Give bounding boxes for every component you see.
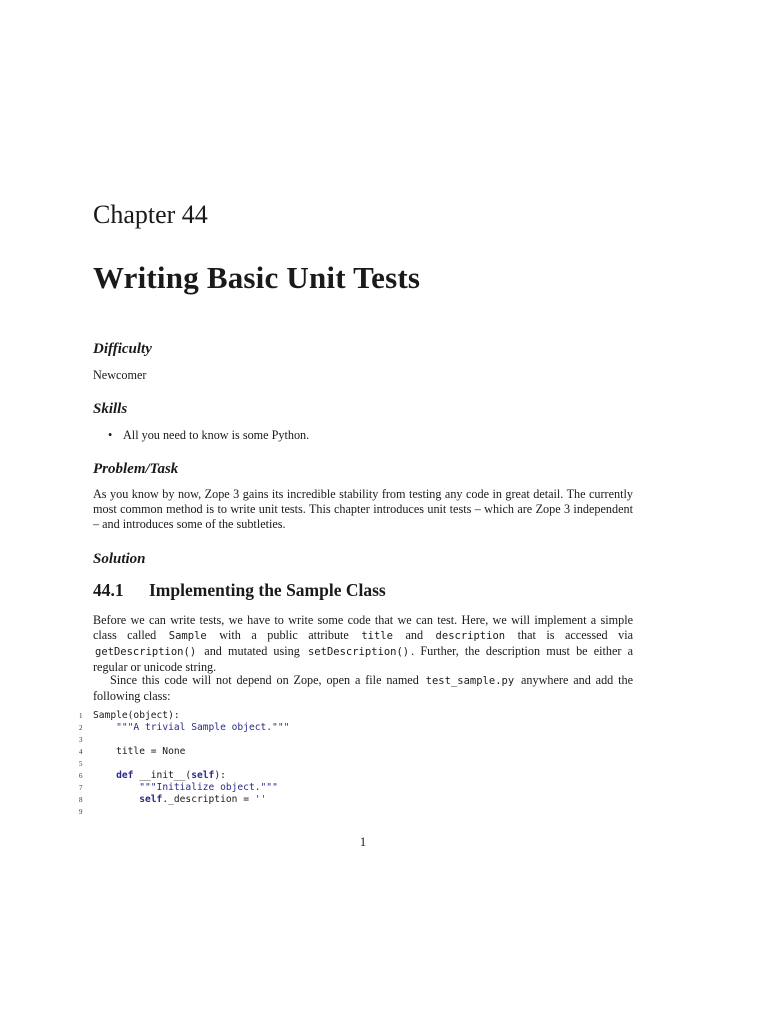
difficulty-heading: Difficulty xyxy=(93,341,152,357)
code-token: '' xyxy=(254,794,267,805)
inline-code: setDescription() xyxy=(307,646,410,658)
code-token: """Initialize object.""" xyxy=(139,782,278,793)
code-token xyxy=(93,770,116,781)
text-run: . Further, the description must be either a regular or unicode string. xyxy=(93,644,633,674)
code-token: title = None xyxy=(93,746,186,757)
code-line xyxy=(79,746,639,758)
problem-text: As you know by now, Zope 3 gains its incredible stability from testing any code in great detail. The currently most common method is to write unit tests. This chapter introduces unit tests – which are Zope 3 independent – and introduces some of the subtleties. xyxy=(93,487,633,531)
code-line xyxy=(79,770,639,782)
line-number: 1 xyxy=(79,712,83,720)
section-number: 44.1 xyxy=(93,580,124,600)
code-line xyxy=(79,710,639,722)
code-line xyxy=(79,806,639,818)
text-run: anywhere and add the following class: xyxy=(93,673,633,703)
code-token: self xyxy=(139,794,163,805)
code-token: """A trivial Sample object.""" xyxy=(116,722,290,733)
code-token xyxy=(93,794,139,805)
code-token: ._description = xyxy=(162,794,255,805)
code-line xyxy=(79,734,639,746)
inline-code: title xyxy=(361,630,393,642)
code-line xyxy=(79,758,639,770)
page-number: 1 xyxy=(359,835,367,849)
code-token: ): xyxy=(214,770,226,781)
section-paragraph-2 xyxy=(93,673,633,704)
skills-item: • All you need to know is some Python. xyxy=(108,428,309,443)
text-run: Since this code will not depend on Zope, open a file named xyxy=(110,673,424,687)
code-line xyxy=(79,794,639,806)
code-token: self xyxy=(191,770,215,781)
solution-heading: Solution xyxy=(93,551,146,567)
chapter-label: Chapter 44 xyxy=(93,200,208,229)
line-number: 4 xyxy=(79,748,83,756)
skills-heading: Skills xyxy=(93,401,128,417)
code-line xyxy=(79,722,639,734)
text-run: and xyxy=(394,628,434,642)
text-run: that is accessed via xyxy=(507,628,633,642)
line-number: 6 xyxy=(79,772,83,780)
text-run: Before we can write tests, we have to write some code that we can test. Here, we will implement a simple class called xyxy=(93,613,633,642)
line-number: 2 xyxy=(79,724,83,732)
section-heading xyxy=(93,580,386,601)
difficulty-value: Newcomer xyxy=(93,368,147,382)
inline-code: getDescription() xyxy=(95,646,197,658)
code-token: def xyxy=(116,770,134,781)
line-number: 9 xyxy=(79,808,83,816)
inline-code: description xyxy=(435,630,506,642)
line-number: 3 xyxy=(79,736,83,744)
problem-heading: Problem/Task xyxy=(93,461,179,477)
text-run: with a public attribute xyxy=(208,628,360,642)
code-token xyxy=(93,722,116,733)
code-token xyxy=(93,782,139,793)
skills-list xyxy=(108,428,309,443)
inline-code: test_sample.py xyxy=(425,675,515,687)
code-token: __init__( xyxy=(133,770,192,781)
section-title: Implementing the Sample Class xyxy=(149,580,386,600)
code-token: Sample(object): xyxy=(93,710,180,721)
line-number: 7 xyxy=(79,784,83,792)
inline-code: Sample xyxy=(168,630,207,642)
line-number: 8 xyxy=(79,796,83,804)
code-listing xyxy=(79,710,639,818)
code-line xyxy=(79,782,639,794)
section-paragraph-1 xyxy=(93,613,633,675)
line-number: 5 xyxy=(79,760,83,768)
chapter-title: Writing Basic Unit Tests xyxy=(93,260,421,295)
text-run: and mutated using xyxy=(198,644,306,658)
